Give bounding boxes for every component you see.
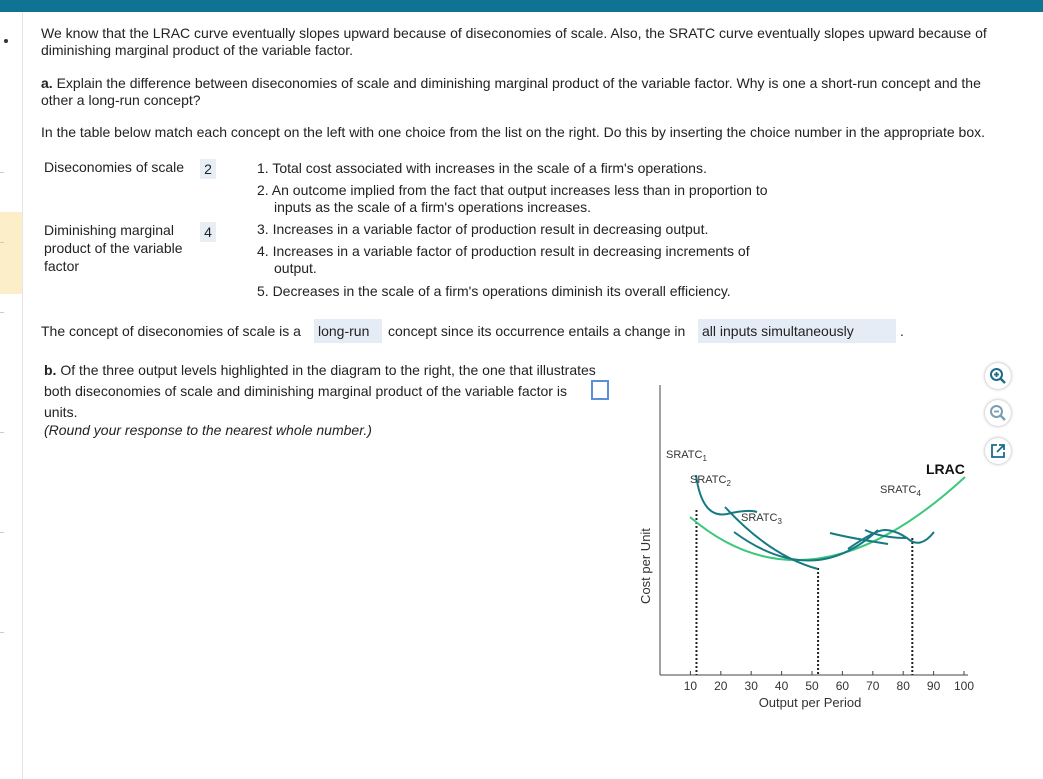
- sratc1-label: $SRATC_1$: [666, 449, 707, 463]
- choice-4-text: 4. Increases in a variable factor of production result in decreasing increments of output.: [257, 243, 750, 276]
- sentence-part2: concept since its occurrence entails a change in: [388, 323, 686, 339]
- cost-curves-chart: [630, 380, 1010, 720]
- x-tick-label: 20: [714, 679, 728, 693]
- lrac-label: LRAC: [926, 461, 965, 477]
- choice-4: [257, 243, 787, 277]
- x-tick-label: 30: [744, 679, 758, 693]
- x-tick-label: 90: [926, 679, 941, 693]
- y-axis-label: Cost per Unit: [638, 528, 653, 604]
- rounding-note: (Round your response to the nearest whole number.): [44, 422, 372, 438]
- chart-curves: [690, 475, 965, 569]
- concept-diseconomies-label: Diseconomies of scale: [44, 159, 185, 175]
- choice-3: 3. Increases in a variable factor of production result in decreasing output.: [257, 221, 709, 237]
- choice-2: [257, 182, 797, 216]
- part-b-line2: both diseconomies of scale and diminishing marginal product of the variable factor is: [44, 383, 567, 399]
- lrac-curve: [690, 477, 965, 560]
- output-answer-input[interactable]: [591, 380, 609, 400]
- sratc2-label: $SRATC_2$: [690, 474, 731, 488]
- choice-2-text: 2. An outcome implied from the fact that output increases less than in proportion to inputs as the scale of a firm's operations increases.: [257, 182, 768, 215]
- part-b-line1-text: Of the three output levels highlighted in the diagram to the right, the one that illustrates: [60, 362, 596, 378]
- sratc3-label: $SRATC_3$: [741, 512, 782, 526]
- concept-diminishing-answer-box[interactable]: 4: [200, 222, 216, 242]
- bullet-dot: [4, 39, 8, 43]
- gutter-tick: [0, 632, 4, 633]
- x-tick-labels: [684, 671, 975, 693]
- part-b-units: units.: [44, 404, 78, 420]
- x-axis-label: Output per Period: [758, 695, 862, 710]
- x-tick-label: 100: [953, 679, 975, 693]
- x-tick-label: 40: [774, 679, 789, 693]
- part-b-line1: [44, 362, 596, 379]
- part-b-label: b.: [44, 362, 57, 378]
- gutter-tick: [0, 242, 4, 243]
- fill-in-long-run[interactable]: long-run: [314, 319, 382, 343]
- x-tick-label: 50: [805, 679, 819, 693]
- concept-diseconomies-answer-box[interactable]: 2: [200, 159, 216, 179]
- sentence-end: .: [900, 323, 904, 339]
- sratc3-curve: [734, 530, 878, 561]
- table-instructions: In the table below match each concept on the left with one choice from the list on the right. Do this by inserting the choice number in the appropriate box.: [41, 124, 985, 140]
- x-tick-label: 60: [835, 679, 850, 693]
- fill-in-all-inputs[interactable]: all inputs simultaneously: [698, 319, 896, 343]
- gutter-tick: [0, 312, 4, 313]
- choice-1: 1. Total cost associated with increases in the scale of a firm's operations.: [257, 160, 707, 176]
- sratc4-label: $SRATC_4$: [880, 484, 921, 498]
- part-a-label: a.: [41, 75, 53, 91]
- choice-5: 5. Decreases in the scale of a firm's operations diminish its overall efficiency.: [257, 283, 731, 299]
- left-gutter: [0, 12, 23, 779]
- gutter-tick: [0, 432, 4, 433]
- x-tick-label: 70: [866, 679, 880, 693]
- intro-text: We know that the LRAC curve eventually slopes upward because of diseconomies of scale. Also, the SRATC curve eventually slopes upward because of diminishing marginal product of the variable factor.: [41, 25, 987, 58]
- part-a-question: [41, 75, 1016, 109]
- gutter-tick: [0, 172, 4, 173]
- x-tick-label: 80: [896, 679, 910, 693]
- concept-diminishing-label: Diminishing marginal product of the variable factor: [44, 222, 183, 274]
- gutter-tick: [0, 532, 4, 533]
- gutter-highlight: [0, 212, 22, 294]
- part-a-question-text: Explain the difference between diseconomies of scale and diminishing marginal product of the variable factor. Why is one a short-run concept and the other a long-run concept?: [41, 75, 981, 108]
- x-tick-label: 10: [683, 679, 698, 693]
- sentence-part1: The concept of diseconomies of scale is a: [41, 323, 301, 339]
- top-bar: [0, 0, 1043, 12]
